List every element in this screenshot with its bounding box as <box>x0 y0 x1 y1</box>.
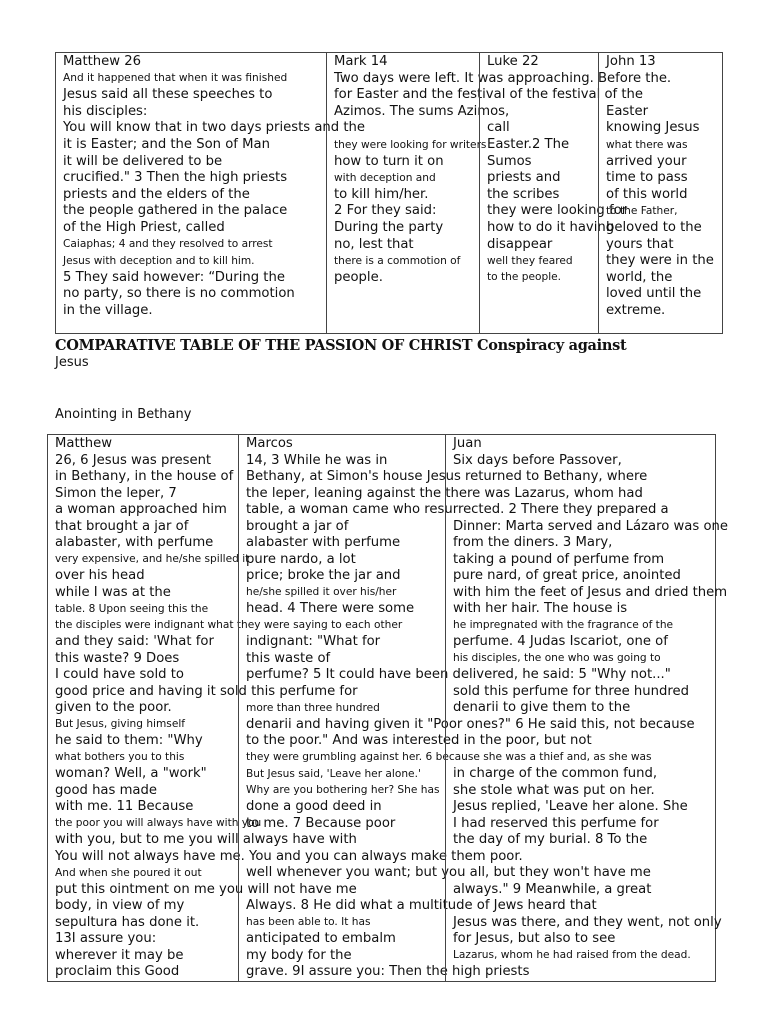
text-line: this waste of <box>246 650 331 666</box>
text-line: brought a jar of <box>246 518 349 534</box>
text-line: knowing Jesus <box>606 120 700 136</box>
text-line: alabaster, with perfume <box>55 535 214 550</box>
text-line: disappear <box>487 236 553 252</box>
text-line: proclaim this Good <box>55 964 180 979</box>
text-line: more than three hundred <box>246 701 380 714</box>
section-label: Anointing in Bethany <box>55 407 192 422</box>
text-line: And when she poured it out <box>55 866 202 879</box>
text-line: Easter.2 The <box>487 137 570 152</box>
text-line: You will not always have me. You and you can always make them poor. <box>55 848 523 864</box>
column-header: Luke 22 <box>487 54 539 69</box>
column-header: John 13 <box>606 54 656 69</box>
text-line: with me. 11 Because <box>55 799 194 814</box>
text-line: they were looking for <box>487 203 628 219</box>
text-line: the leper, leaning against the there was Lazarus, whom had <box>246 485 643 501</box>
col-john-13 <box>598 53 725 333</box>
text-line: 26, 6 Jesus was present <box>55 452 212 468</box>
text-line: what there was <box>606 138 688 151</box>
text-line: that brought a jar of <box>55 518 189 534</box>
text-line: his disciples: <box>63 103 148 119</box>
text-line: taking a pound of perfume from <box>453 551 665 567</box>
col-juan <box>445 435 728 981</box>
text-line: people. <box>334 269 383 285</box>
text-line: denarii to give them to the <box>453 700 631 715</box>
text-line: he impregnated with the fragrance of the <box>453 619 674 631</box>
text-line: for Easter and the festival of the festival of the <box>334 87 644 103</box>
text-line: Two days were left. It was approaching. Before the. <box>334 70 672 86</box>
text-line: arrived your <box>606 153 687 169</box>
text-line: Dinner: Marta served and Lázaro was one <box>453 518 728 534</box>
text-line: Why are you bothering her? She has <box>246 784 440 796</box>
text-line: to the poor." And was interested in the poor, but not <box>246 733 592 748</box>
text-line: she stole what was put on her. <box>453 782 655 798</box>
text-line: always." 9 Meanwhile, a great <box>453 881 652 897</box>
text-line: no party, so there is no commotion <box>63 286 295 302</box>
text-line: well they feared <box>487 254 573 267</box>
text-line: a woman approached him <box>55 502 227 517</box>
text-line: perfume. 4 Judas Iscariot, one of <box>453 634 668 649</box>
text-line: of the High Priest, called <box>63 220 225 235</box>
text-line: table, a woman came who resurrected. 2 There they prepared a <box>246 502 669 517</box>
text-line: Jesus with deception and to kill him. <box>63 254 255 267</box>
text-line: from the diners. 3 Mary, <box>453 535 613 550</box>
text-line: indignant: "What for <box>246 634 381 649</box>
text-line: anticipated to embalm <box>246 931 396 946</box>
text-line: beloved to the <box>606 220 702 235</box>
text-line: yours that <box>606 236 674 252</box>
text-line: grave. 9I assure you: Then the high priests <box>246 964 530 979</box>
text-line: the poor you will always have with you <box>55 817 262 829</box>
text-line: he said to them: "Why <box>55 733 203 748</box>
text-line: there is a commotion of <box>334 254 461 267</box>
text-line: woman? Well, a "work" <box>55 766 207 781</box>
text-line: But Jesus, giving himself <box>55 718 186 730</box>
text-line: You will know that in two days priests and the <box>63 120 365 136</box>
page-heading: COMPARATIVE TABLE OF THE PASSION OF CHRIST Conspiracy against <box>55 337 627 354</box>
text-line: wherever it may be <box>55 947 184 963</box>
column-header: Matthew 26 <box>63 54 142 69</box>
text-line: good price and having it sold this perfume for <box>55 683 358 699</box>
text-line: it is Easter; and the Son of Man <box>63 137 270 152</box>
text-line: my body for the <box>246 947 352 963</box>
text-line: the disciples were indignant what they were saying to each other <box>55 619 403 631</box>
text-line: And it happened that when it was finished <box>63 72 288 85</box>
text-line: to me. 7 Because poor <box>246 815 396 831</box>
text-line: sepultura has done it. <box>55 914 200 930</box>
text-line: how to do it having <box>487 220 615 235</box>
text-line: in the village. <box>63 303 153 318</box>
text-line: Bethany, at Simon's house Jesus returned to Bethany, where <box>246 469 648 484</box>
text-line: Sumos <box>487 153 532 169</box>
text-line: table. 8 Upon seeing this the <box>55 602 209 615</box>
text-line: put this ointment on me you will not have me <box>55 881 357 897</box>
text-line: in Bethany, in the house of <box>55 469 234 484</box>
text-line: the scribes <box>487 186 560 202</box>
text-line: of this world <box>606 186 688 202</box>
page-heading-continued: Jesus <box>55 355 89 370</box>
text-line: the day of my burial. 8 To the <box>453 832 648 847</box>
text-line: the people gathered in the palace <box>63 203 288 219</box>
text-line: Easter <box>606 103 648 119</box>
text-line: 5 They said however: “During the <box>63 269 285 285</box>
text-line: time to pass <box>606 170 688 186</box>
text-line: priests and the elders of the <box>63 186 250 202</box>
text-line: while I was at the <box>55 584 171 600</box>
text-line: very expensive, and he/she spilled it <box>55 553 250 565</box>
text-line: how to turn it on <box>334 153 444 169</box>
text-line: with deception and <box>334 171 436 184</box>
text-line: with him the feet of Jesus and dried them <box>453 584 728 600</box>
text-line: 13I assure you: <box>55 931 157 946</box>
text-line: no, lest that <box>334 236 414 252</box>
text-line: they were grumbling against her. 6 because she was a thief and, as she was <box>246 751 652 763</box>
text-line: During the party <box>334 220 444 235</box>
text-line: he/she spilled it over his/her <box>246 586 397 598</box>
text-line: to the people. <box>487 271 562 284</box>
text-line: Jesus replied, 'Leave her alone. She <box>453 799 688 814</box>
text-line: well whenever you want; but you all, but they won't have me <box>246 865 651 880</box>
text-line: I had reserved this perfume for <box>453 815 659 831</box>
text-line: Azimos. The sums Azimos, <box>334 103 510 119</box>
column-header: Mark 14 <box>334 54 388 69</box>
text-line: perfume? 5 It could have been delivered, he said: 5 "Why not..." <box>246 667 671 682</box>
text-line: done a good deed in <box>246 799 382 814</box>
column-header: Marcos <box>246 436 293 451</box>
text-line: with her hair. The house is <box>453 601 628 616</box>
text-line: over his head <box>55 568 145 583</box>
text-line: to the Father, <box>606 204 678 217</box>
text-line: body, in view of my <box>55 898 185 913</box>
text-line: pure nard, of great price, anointed <box>453 568 681 583</box>
text-line: I could have sold to <box>55 667 184 682</box>
text-line: denarii and having given it "Poor ones?" 6 He said this, not because <box>246 716 695 732</box>
text-line: in charge of the common fund, <box>453 766 658 781</box>
text-line: to kill him/her. <box>334 186 429 202</box>
text-line: they were looking for writers <box>334 138 487 151</box>
text-line: Caiaphas; 4 and they resolved to arrest <box>63 238 273 251</box>
text-line: Jesus said all these speeches to <box>63 87 273 103</box>
text-line: call <box>487 120 510 136</box>
text-line: pure nardo, a lot <box>246 551 356 567</box>
text-line: his disciples, the one who was going to <box>453 652 661 664</box>
text-line: what bothers you to this <box>55 751 185 763</box>
column-header: Juan <box>453 436 482 451</box>
text-line: 2 For they said: <box>334 203 437 219</box>
text-line: and they said: 'What for <box>55 634 214 649</box>
text-line: 14, 3 While he was in <box>246 452 388 468</box>
text-line: for Jesus, but also to see <box>453 931 616 946</box>
text-line: given to the poor. <box>55 700 172 715</box>
text-line: alabaster with perfume <box>246 535 401 550</box>
text-line: Always. 8 He did what a multitude of Jews heard that <box>246 898 597 913</box>
text-line: crucified." 3 Then the high priests <box>63 170 288 186</box>
text-line: price; broke the jar and <box>246 568 401 583</box>
text-line: loved until the <box>606 286 702 302</box>
text-line: this waste? 9 Does <box>55 650 180 666</box>
text-line: Six days before Passover, <box>453 452 622 468</box>
text-line: has been able to. It has <box>246 916 371 928</box>
text-line: But Jesus said, 'Leave her alone.' <box>246 767 421 780</box>
text-line: good has made <box>55 782 157 798</box>
text-line: sold this perfume for three hundred <box>453 683 689 699</box>
text-line: extreme. <box>606 303 666 318</box>
text-line: world, the <box>606 269 673 285</box>
text-line: they were in the <box>606 253 714 269</box>
text-line: Simon the leper, 7 <box>55 485 177 501</box>
anointing-table <box>47 434 728 982</box>
passion-table <box>55 52 723 334</box>
text-line: Lazarus, whom he had raised from the dead. <box>453 949 691 961</box>
text-line: head. 4 There were some <box>246 601 415 616</box>
text-line: Jesus was there, and they went, not only <box>453 914 722 930</box>
text-line: it will be delivered to be <box>63 153 223 169</box>
column-header: Matthew <box>55 436 113 451</box>
text-line: with you, but to me you will always have with <box>55 832 357 847</box>
col-luke-22 <box>479 53 628 333</box>
text-line: priests and <box>487 170 561 186</box>
